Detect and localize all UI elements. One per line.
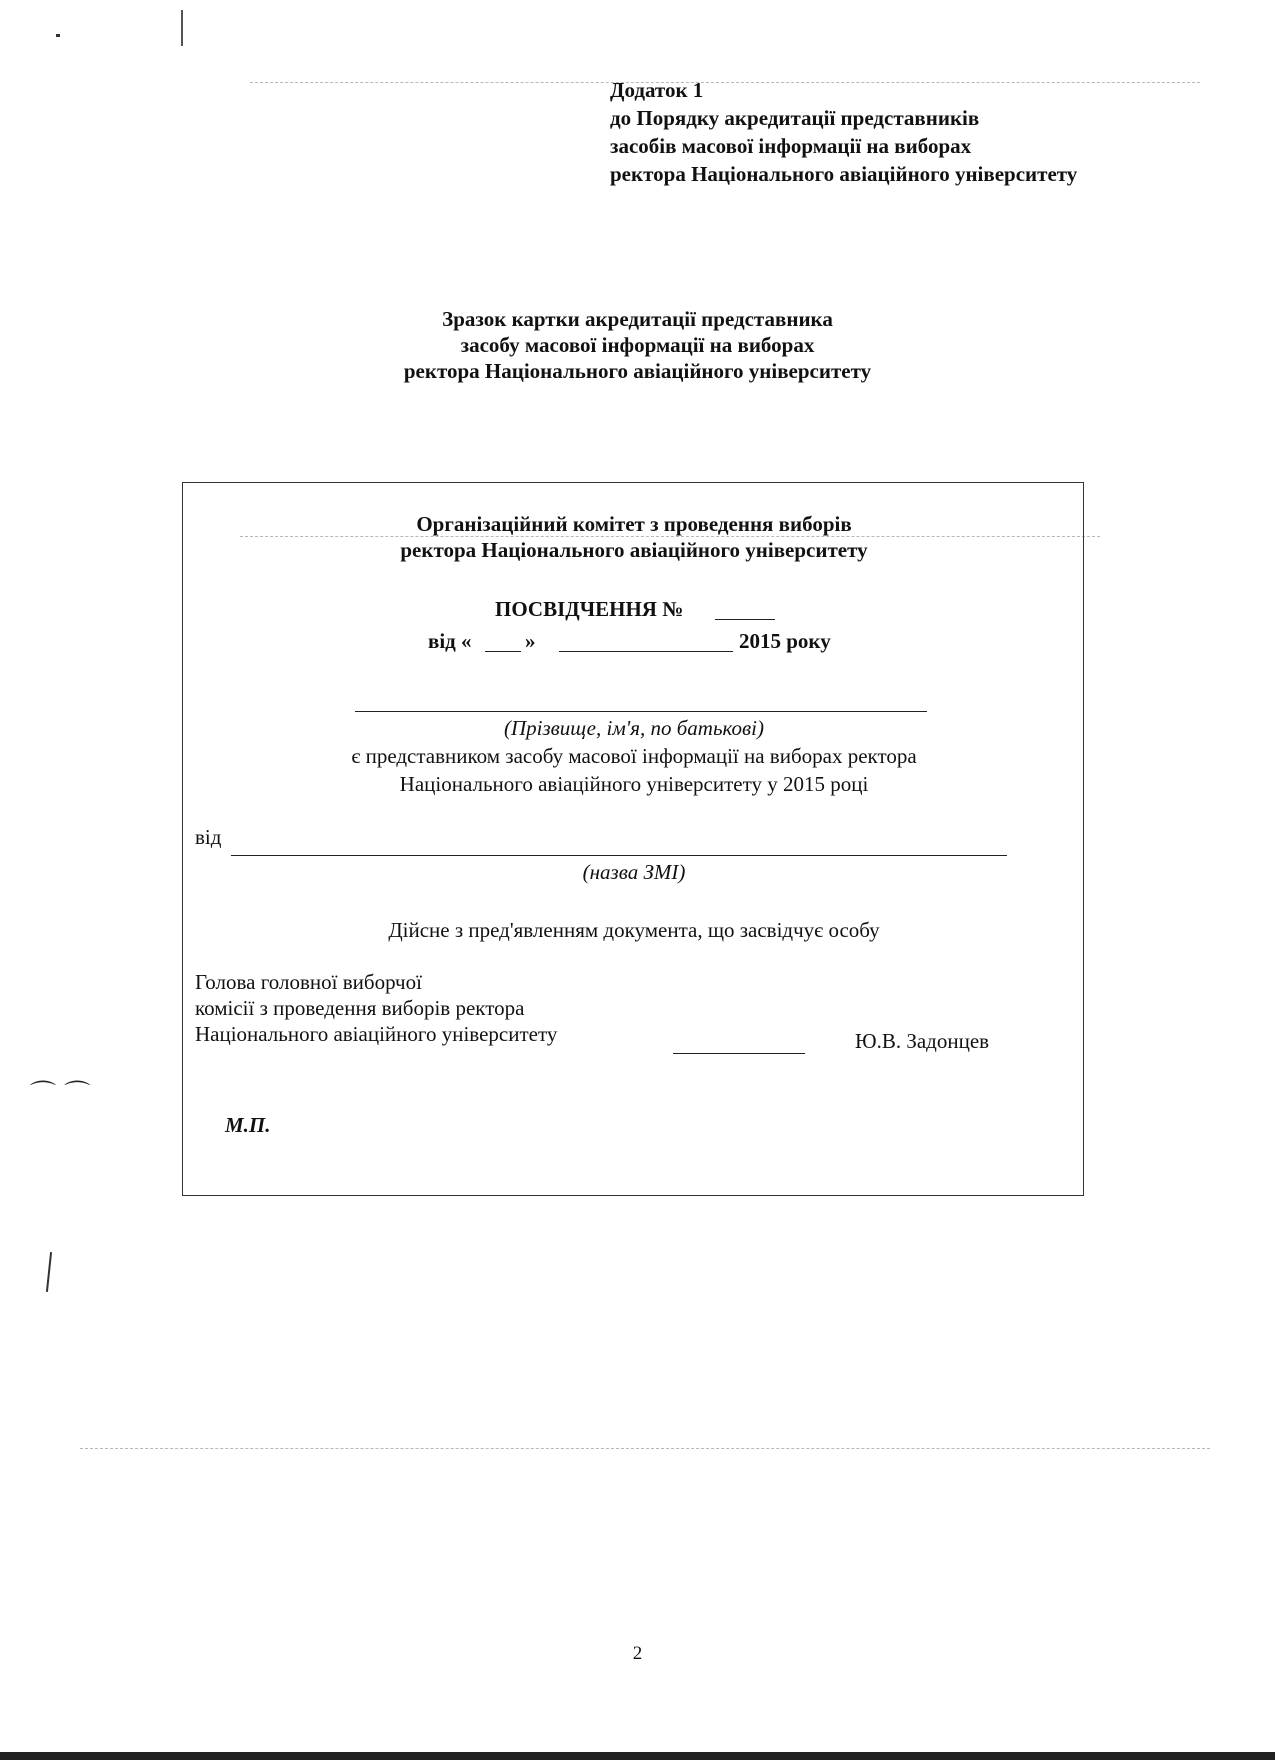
media-prefix-label: від bbox=[195, 825, 222, 849]
chair-line-3: Національного авіаційного університету bbox=[195, 1022, 558, 1046]
appendix-title: Додаток 1 bbox=[610, 78, 704, 102]
chair-name: Ю.В. Задонцев bbox=[855, 1029, 990, 1053]
sample-title-line-3: ректора Національного авіаційного університету bbox=[403, 359, 872, 383]
scan-smudge: ⌒ ⌒ bbox=[30, 1080, 91, 1110]
scan-mark-left-line bbox=[46, 1252, 52, 1292]
media-outlet-caption: (назва ЗМІ) bbox=[582, 860, 686, 884]
media-outlet-field[interactable] bbox=[231, 855, 1007, 856]
certificate-number-field[interactable] bbox=[715, 619, 775, 620]
date-year-label: 2015 року bbox=[739, 629, 831, 653]
chair-line-2: комісії з проведення виборів ректора bbox=[195, 996, 525, 1020]
bottom-border bbox=[0, 1752, 1275, 1760]
date-from-label: від « bbox=[428, 629, 472, 653]
full-name-field[interactable] bbox=[355, 711, 927, 712]
date-month-field[interactable] bbox=[559, 651, 733, 652]
committee-line-2: ректора Національного авіаційного університету bbox=[400, 538, 868, 562]
accreditation-card bbox=[182, 482, 1084, 1196]
chair-block bbox=[195, 969, 557, 1047]
committee-line-1: Організаційний комітет з проведення виборів bbox=[416, 512, 852, 536]
chair-line-1: Голова головної виборчої bbox=[195, 970, 422, 994]
appendix-line-3: ректора Національного авіаційного університету bbox=[610, 162, 1078, 186]
full-name-caption: (Прізвище, ім'я, по батькові) bbox=[504, 716, 764, 740]
stamp-place: М.П. bbox=[225, 1113, 271, 1137]
validity-note: Дійсне з пред'явленням документа, що засвідчує особу bbox=[388, 918, 880, 942]
scan-mark-top-left bbox=[181, 10, 183, 46]
sample-title-line-1: Зразок картки акредитації представника bbox=[442, 307, 833, 331]
signature-field[interactable] bbox=[673, 1053, 805, 1054]
body-line-1: є представником засобу масової інформації на виборах ректора bbox=[351, 744, 917, 768]
date-day-field[interactable] bbox=[485, 651, 521, 652]
appendix-line-1: до Порядку акредитації представників bbox=[610, 106, 980, 130]
appendix-line-2: засобів масової інформації на виборах bbox=[610, 134, 972, 158]
appendix-header bbox=[610, 76, 1077, 188]
certificate-label: ПОСВІДЧЕННЯ № bbox=[495, 597, 684, 621]
body-line-2: Національного авіаційного університету у 2015 році bbox=[399, 772, 869, 796]
page-number: 2 bbox=[632, 1643, 643, 1664]
scan-dash-lower bbox=[80, 1448, 1210, 1449]
sample-title-line-2: засобу масової інформації на виборах bbox=[460, 333, 815, 357]
date-close-quote: » bbox=[525, 629, 536, 653]
scan-mark-dot bbox=[56, 34, 60, 37]
sample-title bbox=[0, 306, 1275, 384]
